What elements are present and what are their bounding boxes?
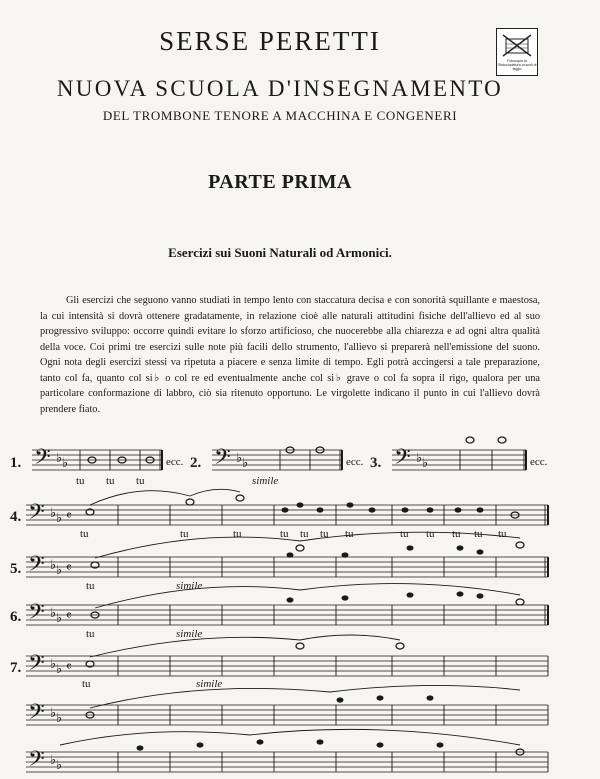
composer-name: SERSE PERETTI: [159, 26, 381, 56]
intro-paragraph: Gli esercizi che seguono vanno studiati in tempo lento con staccatura decisa e con sonorità squillante e maestosa, la cui intensità si dovrà ottenere gradatamente, in relazione cioè alle naturali attitudini fisiche dell'allievo ed al suo progressivo sviluppo: occorre quindi evitare lo sforzo artificioso, che nuocerebbe alla chiarezza e ad ogni altra qualità della voce. Coi primi tre esercizi sulle note più facili dello strumento, l'allievo si preparerà nell'emissione del suono. Ogni nota degli esercizi stessi va ripetuta a piacere e senza limite di tempo. Egli potrà accingersi a tale preparazione, tanto col fa, quanto col si♭ o col re ed eventualmente anche col si♭ grave o col fa sopra il rigo, qualora per una particolare conformazione di labbro, ciò sia ritenuto opportuno. Le virgolette indicano il punto in cui l'allievo dovrà prendere fiato.: [40, 295, 540, 415]
syllable-tu: tu: [452, 528, 461, 540]
exercise-number-2: 2.: [190, 455, 202, 471]
svg-text:𝄴: 𝄴: [66, 609, 72, 624]
svg-text:♭: ♭: [56, 662, 63, 677]
book-title: NUOVA SCUOLA D'INSEGNAMENTO: [56, 76, 504, 101]
svg-text:𝄢: 𝄢: [28, 700, 45, 730]
slurs: [60, 489, 520, 745]
simile-mark-4: simile: [196, 678, 223, 690]
exercise-number-3: 3.: [370, 455, 382, 471]
svg-text:♭: ♭: [242, 456, 249, 471]
clefs: [28, 445, 428, 777]
svg-text:♭: ♭: [56, 611, 63, 626]
svg-text:𝄴: 𝄴: [66, 509, 72, 524]
svg-text:𝄢: 𝄢: [28, 747, 45, 777]
svg-text:♭: ♭: [50, 606, 57, 621]
svg-text:♭: ♭: [422, 456, 429, 471]
syllable-tu: tu: [300, 528, 309, 540]
ecc-label-3: ecc.: [530, 456, 548, 468]
syllable-tu: tu: [345, 528, 354, 540]
svg-text:𝄢: 𝄢: [28, 552, 45, 582]
syllable-tu: tu: [320, 528, 329, 540]
svg-text:♭: ♭: [50, 706, 57, 721]
syllable-tu: tu: [82, 678, 91, 690]
svg-text:𝄴: 𝄴: [66, 561, 72, 576]
staff-row-6: [26, 705, 548, 725]
svg-text:♭: ♭: [236, 451, 243, 466]
svg-text:♭: ♭: [50, 506, 57, 521]
section-heading: Esercizi sui Suoni Naturali od Armonici.: [168, 245, 392, 260]
syllable-tu: tu: [86, 628, 95, 640]
exercise-number-6: 6.: [10, 609, 22, 625]
staff-row-1: [32, 450, 526, 470]
ecc-label-1: ecc.: [166, 456, 184, 468]
svg-text:𝄢: 𝄢: [34, 445, 51, 475]
syllable-tu: tu: [80, 528, 89, 540]
syllable-tu: tu: [280, 528, 289, 540]
svg-text:♭: ♭: [416, 451, 423, 466]
syllable-tu: tu: [426, 528, 435, 540]
staff-row-5: [26, 656, 548, 676]
exercise-number-7: 7.: [10, 660, 22, 676]
svg-text:𝄢: 𝄢: [28, 500, 45, 530]
syllable-tu: tu: [106, 475, 115, 487]
simile-mark-1: simile: [252, 475, 279, 487]
staff-row-3: [26, 557, 548, 577]
svg-text:♭: ♭: [56, 563, 63, 578]
book-subtitle: DEL TROMBONE TENORE A MACCHINA E CONGENERI: [102, 108, 458, 123]
svg-text:♭: ♭: [62, 456, 69, 471]
simile-mark-3: simile: [176, 628, 203, 640]
syllable-tu: tu: [136, 475, 145, 487]
syllable-tu: tu: [86, 580, 95, 592]
svg-text:♭: ♭: [56, 711, 63, 726]
exercise-number-4: 4.: [10, 509, 22, 525]
svg-text:𝄢: 𝄢: [28, 651, 45, 681]
syllable-tu: tu: [400, 528, 409, 540]
part-title: PARTE PRIMA: [208, 171, 352, 193]
simile-mark-2: simile: [176, 580, 203, 592]
svg-text:𝄢: 𝄢: [28, 600, 45, 630]
syllable-tu: tu: [474, 528, 483, 540]
staff-row-4: [26, 605, 548, 625]
stamp-caption: Fotocopia la Sfotocopiatura ai scoli di leggo: [497, 59, 537, 71]
svg-text:♭: ♭: [50, 657, 57, 672]
svg-text:♭: ♭: [56, 451, 63, 466]
syllable-tu: tu: [76, 475, 85, 487]
svg-text:♭: ♭: [50, 558, 57, 573]
syllable-tu: tu: [498, 528, 507, 540]
exercise-number-1: 1.: [10, 455, 22, 471]
exercise-number-5: 5.: [10, 561, 22, 577]
svg-text:♭: ♭: [56, 758, 63, 773]
staff-row-7: [26, 752, 548, 772]
svg-text:𝄢: 𝄢: [214, 445, 231, 475]
syllable-tu: tu: [233, 528, 242, 540]
syllable-tu: tu: [180, 528, 189, 540]
svg-text:♭: ♭: [50, 753, 57, 768]
svg-text:♭: ♭: [56, 511, 63, 526]
ecc-label-2: ecc.: [346, 456, 364, 468]
svg-text:𝄴: 𝄴: [66, 660, 72, 675]
svg-text:𝄢: 𝄢: [394, 445, 411, 475]
